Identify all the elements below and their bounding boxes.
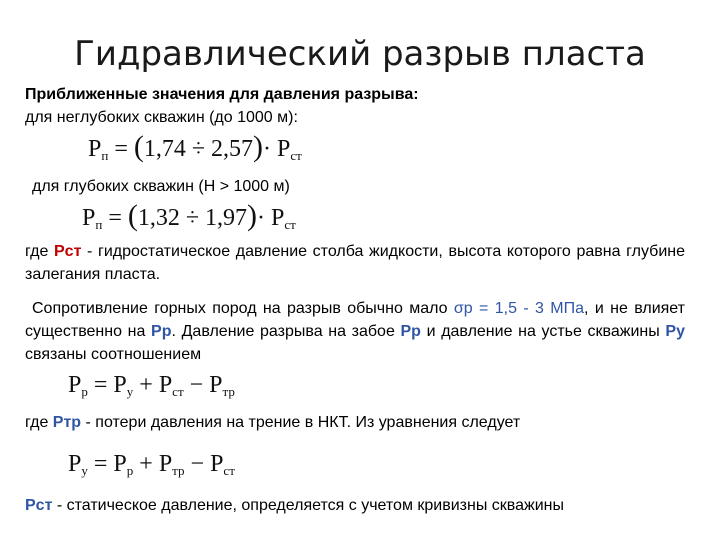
text: - гидростатическое давление столба жидкости, высота которого равна глубине залегания пласта. xyxy=(25,243,685,283)
deep-wells-label: для глубоких скважин (Н > 1000 м) xyxy=(32,178,290,195)
formula-eq: = xyxy=(108,205,122,231)
formula-sub: п xyxy=(95,217,103,232)
term-highlight: Рр xyxy=(400,323,421,340)
formula-var: P xyxy=(82,205,96,231)
paragraph-static xyxy=(25,497,564,515)
paragraph-friction xyxy=(25,414,520,432)
paragraph-hydrostatic xyxy=(25,240,685,286)
formula-var: P xyxy=(271,205,285,231)
formula-wellhead: $P_у = P_р + P_{тр} - P_{ст}$ xyxy=(68,451,235,478)
term-highlight: σр = 1,5 - 3 МПа xyxy=(453,300,585,317)
text: - потери давления на трение в НКТ. Из уравнения следует xyxy=(81,414,521,431)
term-highlight: Ру xyxy=(665,323,685,340)
page-title: Гидравлический разрыв пласта xyxy=(74,34,646,74)
section-heading: Приближенные значения для давления разрыва: xyxy=(25,86,419,103)
text: - статическое давление, определяется с учетом кривизны скважины xyxy=(52,497,564,514)
text: Сопротивление горных пород на разрыв обычно мало xyxy=(32,300,454,317)
formula-shallow: $P_п = (1,74 \div 2,57)\cdot P_{ст}$ xyxy=(88,130,302,163)
formula-var: P xyxy=(277,136,291,162)
paragraph-resistance xyxy=(25,297,685,366)
formula-dot: · xyxy=(257,205,266,231)
formula-sub: ст xyxy=(284,217,296,232)
text: . Давление разрыва на забое xyxy=(171,323,401,340)
formula-dot: · xyxy=(263,136,272,162)
formula-sub: ст xyxy=(290,148,302,163)
formula-eq: = xyxy=(114,136,128,162)
shallow-wells-label: для неглубоких скважин (до 1000 м): xyxy=(25,109,298,126)
text: связаны соотношением xyxy=(25,346,202,363)
formula-sub: п xyxy=(101,148,109,163)
formula-deep: $P_п = (1,32 \div 1,97)\cdot P_{ст}$ xyxy=(82,199,296,232)
text: где xyxy=(25,243,54,260)
formula-var: P xyxy=(88,136,102,162)
formula-pressure-balance: $P_р = P_у + P_{ст} - P_{тр}$ xyxy=(68,372,235,399)
text: где xyxy=(25,414,53,431)
term-highlight: Рст xyxy=(54,243,82,260)
term-highlight: Рст xyxy=(25,497,53,514)
term-highlight: Рр xyxy=(151,323,172,340)
text: , и не влияет существенно на xyxy=(25,300,686,340)
text: и давление на устье скважины xyxy=(420,323,666,340)
formula-range: 1,74 ÷ 2,57 xyxy=(143,136,254,162)
formula-range: 1,32 ÷ 1,97 xyxy=(137,205,248,231)
term-highlight: Ртр xyxy=(52,414,82,431)
